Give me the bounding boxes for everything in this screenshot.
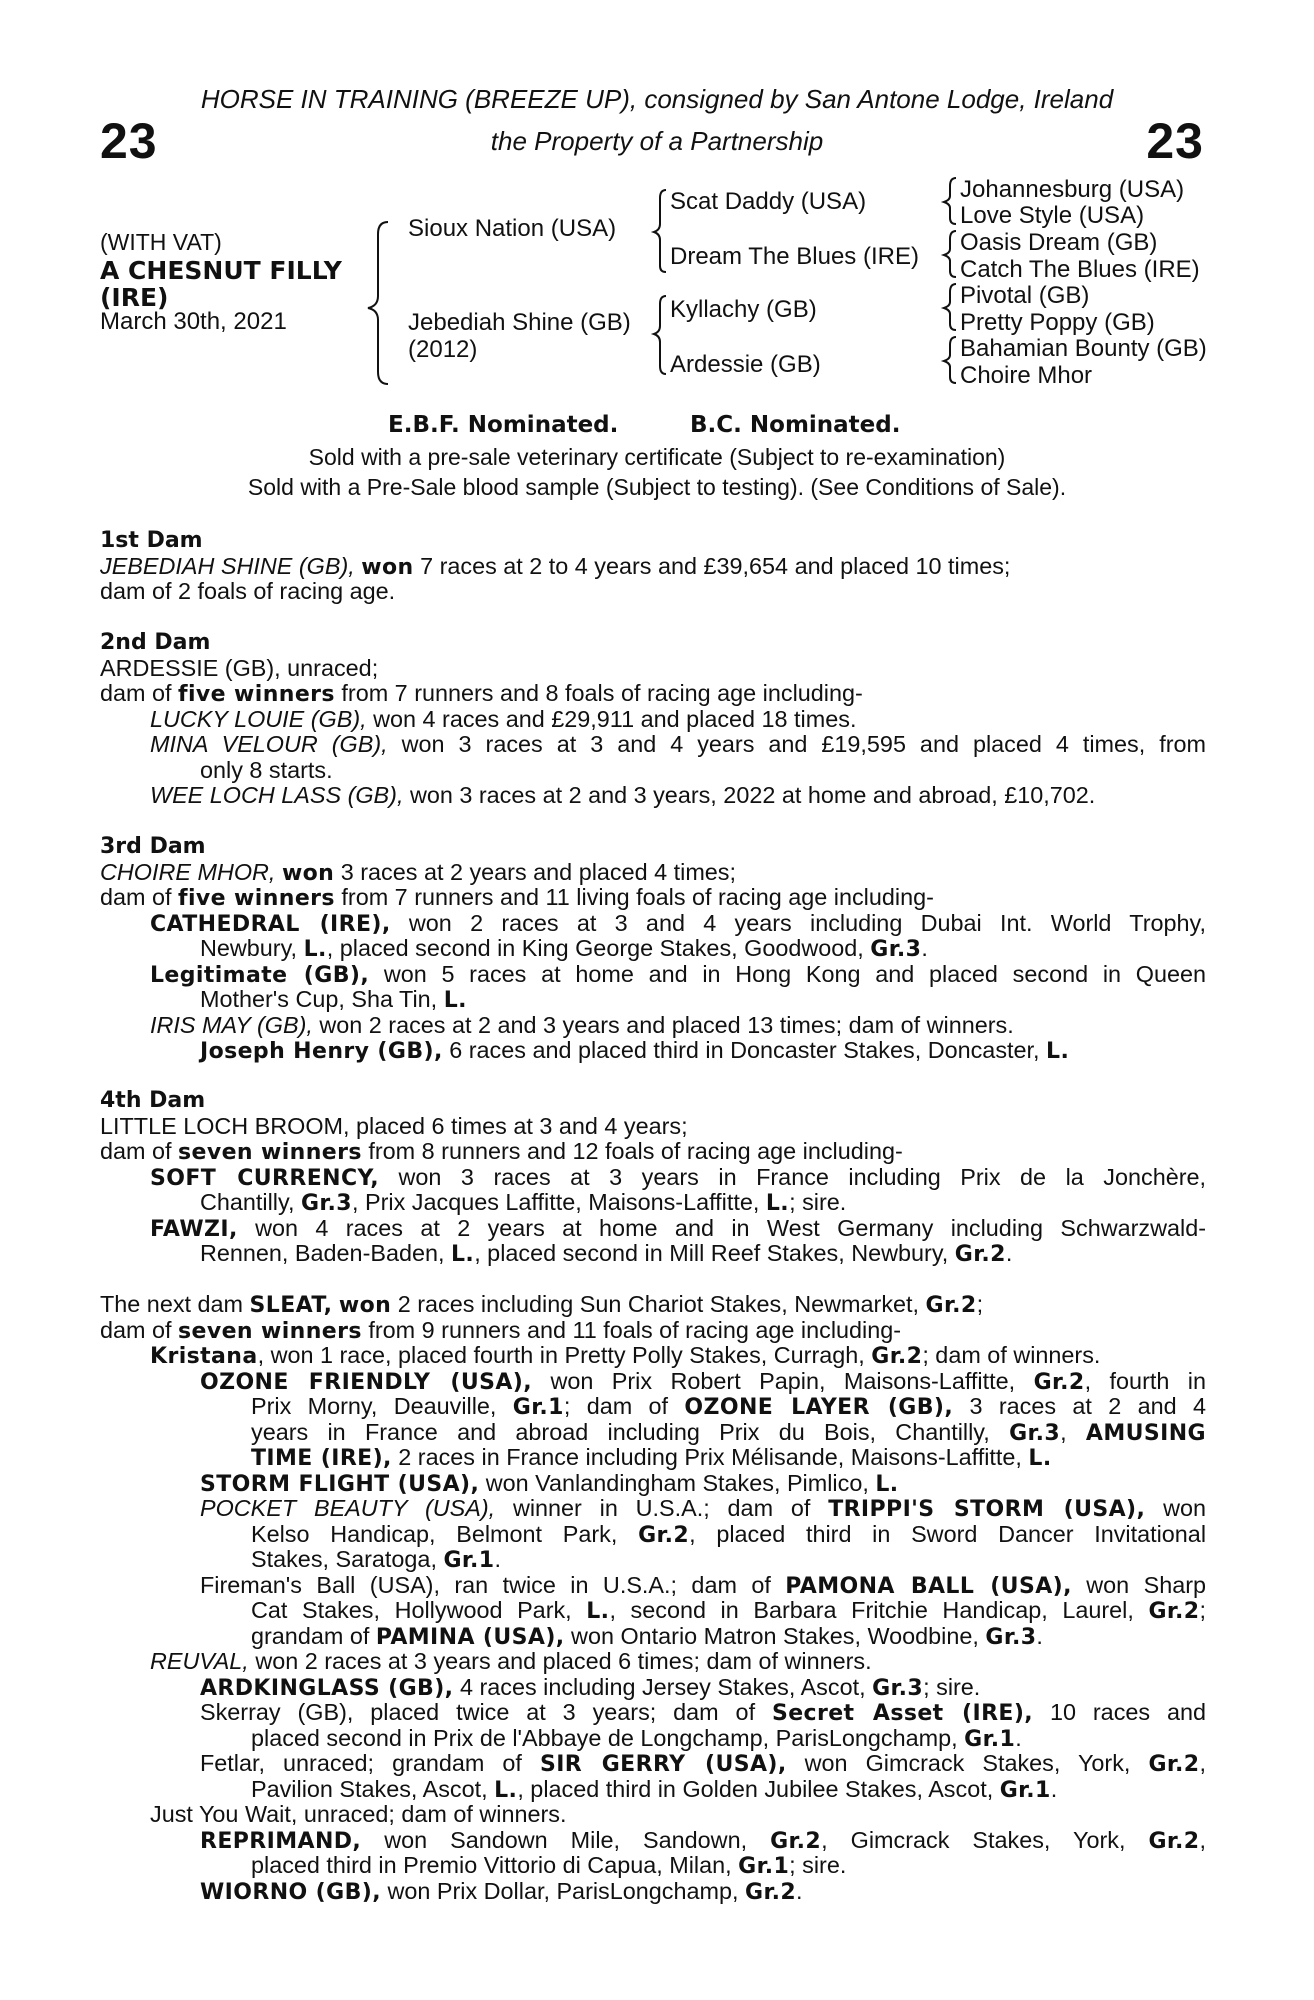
second-dam-heading: 2nd Dam bbox=[100, 630, 211, 655]
list-item-continued: Pavilion Stakes, Ascot, L., placed third in Golden Jubilee Stakes, Ascot, Gr.1. bbox=[251, 1775, 1058, 1803]
bc-nomination: B.C. Nominated. bbox=[690, 412, 901, 438]
list-item-continued: Cat Stakes, Hollywood Park, L., second in Barbara Fritchie Handicap, Laurel, Gr.2; bbox=[251, 1597, 1206, 1624]
list-item-continued: Chantilly, Gr.3, Prix Jacques Laffitte, Maisons-Laffitte, L.; sire. bbox=[200, 1189, 847, 1216]
third-dam-heading: 3rd Dam bbox=[100, 834, 206, 859]
list-item: STORM FLIGHT (USA), won Vanlandingham Stakes, Pimlico, L. bbox=[200, 1469, 899, 1497]
list-item: FAWZI, won 4 races at 2 years at home and in West Germany including Schwarzwald- bbox=[150, 1214, 1206, 1242]
vet-certificate: Sold with a pre-sale veterinary certificate (Subject to re-examination) bbox=[308, 444, 1006, 470]
list-item-continued: Prix Morny, Deauville, Gr.1; dam of OZONE LAYER (GB), 3 races at 2 and 4 bbox=[251, 1393, 1207, 1420]
list-item-continued: only 8 starts. bbox=[200, 756, 333, 783]
list-item-continued: grandam of PAMINA (USA), won Ontario Matron Stakes, Woodbine, Gr.3. bbox=[251, 1622, 1043, 1650]
pedigree-dam-dam: Ardessie (GB) bbox=[670, 351, 821, 378]
list-item: REUVAL, won 2 races at 3 years and placed 6 times; dam of winners. bbox=[150, 1648, 872, 1674]
list-item: POCKET BEAUTY (USA), winner in U.S.A.; dam of TRIPPI'S STORM (USA), won bbox=[200, 1495, 1206, 1522]
fourth-dam-heading: 4th Dam bbox=[100, 1088, 206, 1113]
list-item: WIORNO (GB), won Prix Dollar, ParisLongchamp, Gr.2. bbox=[200, 1877, 803, 1905]
pedigree-g2: Love Style (USA) bbox=[960, 202, 1145, 229]
next-dam-line: The next dam SLEAT, won 2 races including Sun Chariot Stakes, Newmarket, Gr.2; bbox=[100, 1291, 984, 1318]
list-item: Fetlar, unraced; grandam of SIR GERRY (USA), won Gimcrack Stakes, York, Gr.2, bbox=[200, 1750, 1206, 1777]
pedigree-sire: Sioux Nation (USA) bbox=[408, 215, 617, 242]
first-dam-heading: 1st Dam bbox=[100, 528, 203, 553]
pedigree-g1: Johannesburg (USA) bbox=[960, 176, 1185, 203]
pedigree-sire-sire: Scat Daddy (USA) bbox=[670, 188, 867, 215]
consignor-line: HORSE IN TRAINING (BREEZE UP), consigned by San Antone Lodge, Ireland bbox=[200, 84, 1114, 114]
list-item: Fireman's Ball (USA), ran twice in U.S.A.; dam of PAMONA BALL (USA), won Sharp bbox=[200, 1571, 1207, 1599]
list-item: Kristana, won 1 race, placed fourth in Pretty Polly Stakes, Curragh, Gr.2; dam of winners. bbox=[150, 1342, 1101, 1369]
list-item: WEE LOCH LASS (GB), won 3 races at 2 and 3 years, 2022 at home and abroad, £10,702. bbox=[150, 782, 1096, 808]
pedigree-dam-sire: Kyllachy (GB) bbox=[670, 296, 817, 323]
list-item: SOFT CURRENCY, won 3 races at 3 years in France including Prix de la Jonchère, bbox=[150, 1163, 1207, 1191]
pedigree-g4: Catch The Blues (IRE) bbox=[960, 256, 1200, 283]
list-item-continued: placed second in Prix de l'Abbaye de Longchamp, ParisLongchamp, Gr.1. bbox=[251, 1724, 1022, 1752]
list-item-continued: Rennen, Baden-Baden, L., placed second in Mill Reef Stakes, Newbury, Gr.2. bbox=[200, 1240, 1013, 1267]
first-dam-produce: dam of 2 foals of racing age. bbox=[100, 578, 396, 604]
pedigree-dam-year: (2012) bbox=[408, 336, 478, 363]
list-item: REPRIMAND, won Sandown Mile, Sandown, Gr.2, Gimcrack Stakes, York, Gr.2, bbox=[200, 1826, 1207, 1854]
fourth-dam-line: LITTLE LOCH BROOM, placed 6 times at 3 and 4 years; bbox=[100, 1112, 688, 1139]
first-dam-line: JEBEDIAH SHINE (GB), won 7 races at 2 to 4 years and £39,654 and placed 10 times; bbox=[100, 552, 1011, 580]
list-item: ARDKINGLASS (GB), 4 races including Jersey Stakes, Ascot, Gr.3; sire. bbox=[200, 1673, 981, 1701]
fourth-dam-produce: dam of seven winners from 8 runners and 12 foals of racing age including- bbox=[100, 1138, 903, 1165]
list-item-continued: TIME (IRE), 2 races in France including Prix Mélisande, Maisons-Laffitte, L. bbox=[251, 1444, 1052, 1471]
third-dam-produce: dam of five winners from 7 runners and 11 living foals of racing age including- bbox=[100, 884, 934, 911]
pedigree-g5: Pivotal (GB) bbox=[960, 282, 1090, 309]
list-item-continued: Kelso Handicap, Belmont Park, Gr.2, placed third in Sword Dancer Invitational bbox=[251, 1520, 1207, 1548]
list-item: Skerray (GB), placed twice at 3 years; dam of Secret Asset (IRE), 10 races and bbox=[200, 1699, 1207, 1726]
lot-number-right: 23 bbox=[1146, 113, 1204, 169]
blood-sample: Sold with a Pre-Sale blood sample (Subject to testing). (See Conditions of Sale). bbox=[247, 474, 1067, 500]
horse-name-country: (IRE) bbox=[100, 283, 169, 312]
list-item-continued: Newbury, L., placed second in King George Stakes, Goodwood, Gr.3. bbox=[200, 935, 928, 962]
vat-label: (WITH VAT) bbox=[100, 229, 222, 255]
pedigree-dam: Jebediah Shine (GB) bbox=[408, 309, 631, 336]
second-dam-line: ARDESSIE (GB), unraced; bbox=[100, 654, 379, 681]
list-item: CATHEDRAL (IRE), won 2 races at 3 and 4 years including Dubai Int. World Trophy, bbox=[150, 909, 1206, 937]
second-dam-section bbox=[100, 630, 1206, 809]
list-item-continued: Mother's Cup, Sha Tin, L. bbox=[200, 986, 467, 1013]
list-item: Just You Wait, unraced; dam of winners. bbox=[150, 1801, 567, 1827]
horse-name: A CHESNUT FILLY bbox=[100, 256, 342, 285]
pedigree-sire-dam: Dream The Blues (IRE) bbox=[670, 243, 919, 270]
list-item-continued: placed third in Premio Vittorio di Capua, Milan, Gr.1; sire. bbox=[251, 1852, 847, 1879]
pedigree-g8: Choire Mhor bbox=[960, 362, 1093, 389]
second-dam-produce: dam of five winners from 7 runners and 8 foals of racing age including- bbox=[100, 680, 863, 707]
third-dam-line: CHOIRE MHOR, won 3 races at 2 years and placed 4 times; bbox=[100, 858, 737, 886]
list-item-continued: years in France and abroad including Prix du Bois, Chantilly, Gr.3, AMUSING bbox=[251, 1418, 1206, 1446]
property-line: the Property of a Partnership bbox=[490, 126, 824, 156]
third-dam-section bbox=[100, 834, 1206, 1064]
list-item: LUCKY LOUIE (GB), won 4 races and £29,911 and placed 18 times. bbox=[150, 705, 857, 732]
list-item: Joseph Henry (GB), 6 races and placed third in Doncaster Stakes, Doncaster, L. bbox=[200, 1037, 1070, 1064]
first-dam-section bbox=[100, 528, 1206, 605]
lot-number-left: 23 bbox=[100, 113, 158, 169]
list-item: OZONE FRIENDLY (USA), won Prix Robert Papin, Maisons-Laffitte, Gr.2, fourth in bbox=[200, 1367, 1207, 1395]
pedigree-g7: Bahamian Bounty (GB) bbox=[960, 335, 1207, 362]
pedigree-g3: Oasis Dream (GB) bbox=[960, 229, 1158, 256]
next-dam-section bbox=[100, 1292, 1206, 1904]
list-item: MINA VELOUR (GB), won 3 races at 3 and 4 years and £19,595 and placed 4 times, from bbox=[150, 731, 1206, 757]
list-item: Legitimate (GB), won 5 races at home and in Hong Kong and placed second in Queen bbox=[150, 960, 1206, 988]
list-item: IRIS MAY (GB), won 2 races at 2 and 3 years and placed 13 times; dam of winners. bbox=[150, 1011, 1014, 1038]
fourth-dam-section bbox=[100, 1088, 1206, 1267]
ebf-nomination: E.B.F. Nominated. bbox=[388, 412, 619, 438]
pedigree-g6: Pretty Poppy (GB) bbox=[960, 309, 1155, 336]
next-dam-produce: dam of seven winners from 9 runners and 11 foals of racing age including- bbox=[100, 1316, 902, 1344]
list-item-continued: Stakes, Saratoga, Gr.1. bbox=[251, 1546, 501, 1573]
foaling-date: March 30th, 2021 bbox=[100, 308, 287, 335]
